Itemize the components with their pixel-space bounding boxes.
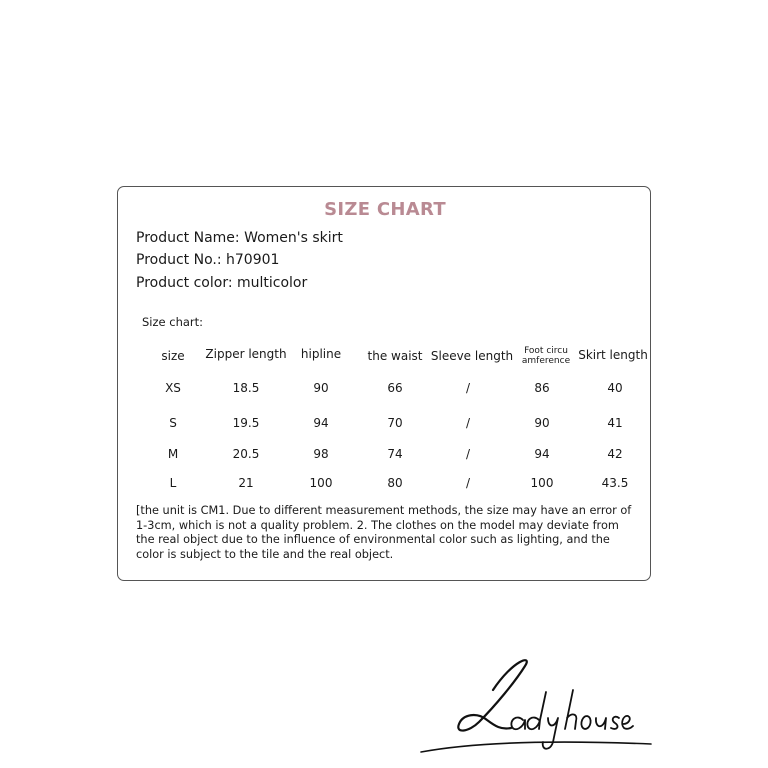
size-chart-title: SIZE CHART xyxy=(324,199,446,220)
column-header-size: size xyxy=(161,349,185,363)
table-cell: S xyxy=(169,416,177,430)
table-cell: 100 xyxy=(309,476,333,490)
column-header-skirt-length: Skirt length xyxy=(578,348,648,362)
table-cell: 18.5 xyxy=(232,381,260,395)
table-cell: 42 xyxy=(607,447,623,461)
ladyhouse-logo xyxy=(415,650,655,760)
column-header-foot-line2: amference xyxy=(521,356,571,366)
table-cell: 41 xyxy=(607,416,623,430)
table-cell: 86 xyxy=(534,381,550,395)
column-header-sleeve-length: Sleeve length xyxy=(430,349,514,363)
table-cell: 19.5 xyxy=(232,416,260,430)
column-header-zipper-length: Zipper length xyxy=(205,347,287,361)
table-cell: M xyxy=(167,447,179,461)
table-cell: / xyxy=(465,476,471,490)
table-cell: 66 xyxy=(387,381,403,395)
table-cell: XS xyxy=(165,381,181,395)
product-color: Product color: multicolor xyxy=(136,275,308,291)
table-cell: 43.5 xyxy=(601,476,629,490)
column-header-foot-line1: Foot circu xyxy=(524,346,568,356)
size-chart-label: Size chart: xyxy=(142,315,204,329)
table-cell: 21 xyxy=(238,476,254,490)
table-cell: 94 xyxy=(313,416,329,430)
table-cell: L xyxy=(169,476,177,490)
table-cell: / xyxy=(465,416,471,430)
product-name: Product Name: Women's skirt xyxy=(136,230,343,246)
table-cell: 90 xyxy=(313,381,329,395)
table-cell: 90 xyxy=(534,416,550,430)
column-header-waist: the waist xyxy=(367,349,423,363)
table-cell: 94 xyxy=(534,447,550,461)
table-cell: 100 xyxy=(530,476,554,490)
table-cell: 40 xyxy=(607,381,623,395)
table-cell: 80 xyxy=(387,476,403,490)
table-cell: 20.5 xyxy=(232,447,260,461)
column-header-hipline: hipline xyxy=(300,347,342,361)
size-chart-card xyxy=(117,186,651,581)
table-cell: 98 xyxy=(313,447,329,461)
product-number: Product No.: h70901 xyxy=(136,252,280,268)
measurement-footnote: [the unit is CM1. Due to different measurement methods, the size may have an error of 1-3cm, which is not a quality problem. 2. The clothes on the model may deviate from the real object due to the influence of environmental color such as lighting, and the color is subject to the tile and the real object. xyxy=(136,504,632,561)
table-cell: 74 xyxy=(387,447,403,461)
table-cell: / xyxy=(465,381,471,395)
table-cell: / xyxy=(465,447,471,461)
table-cell: 70 xyxy=(387,416,403,430)
column-header-foot-circumference xyxy=(522,346,570,366)
